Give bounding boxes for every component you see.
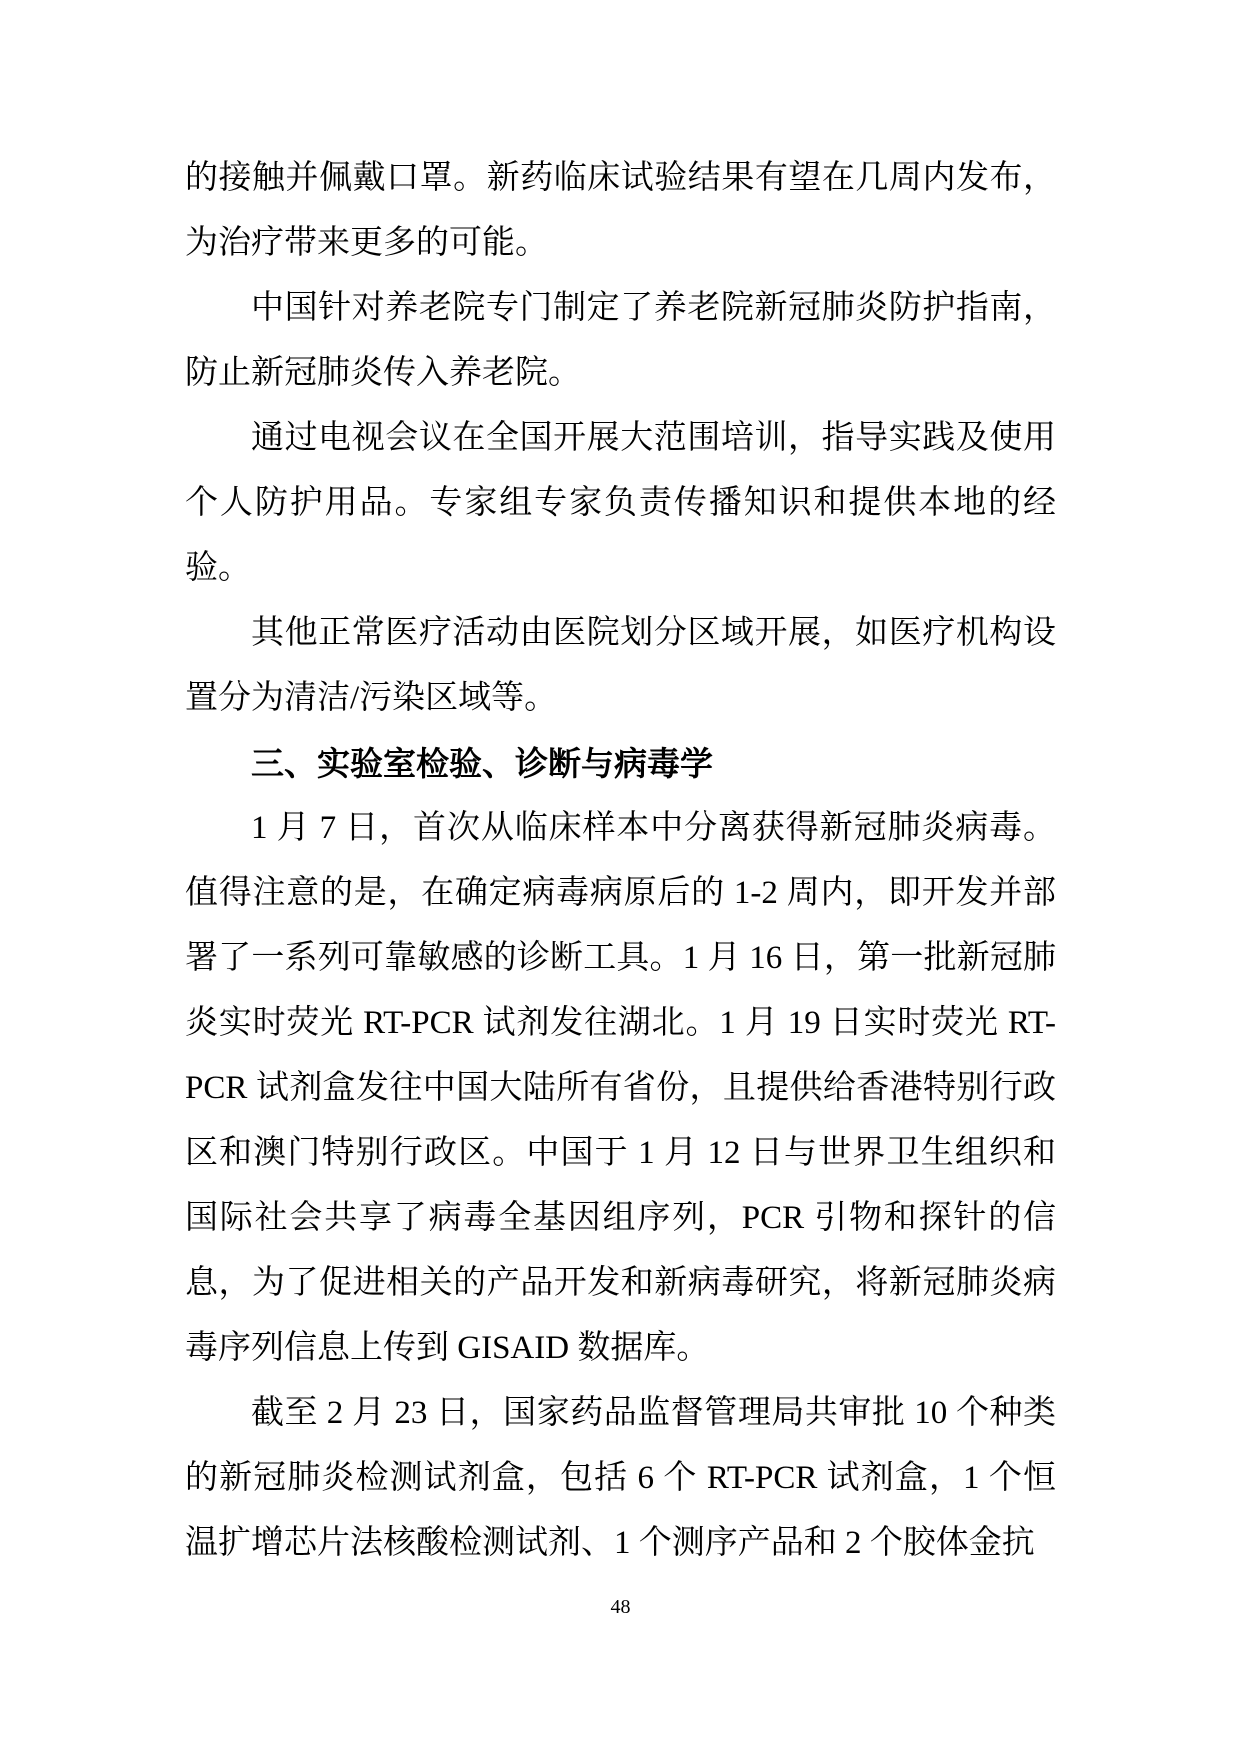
text-area — [185, 146, 1056, 1576]
body-paragraph: 通过电视会议在全国开展大范围培训，指导实践及使用个人防护用品。专家组专家负责传播知识和提供本地的经验。 — [185, 420, 1056, 586]
body-paragraph: 其他正常医疗活动由医院划分区域开展，如医疗机构设置分为清洁/污染区域等。 — [185, 615, 1056, 716]
section-heading: 三、实验室检验、诊断与病毒学 — [251, 745, 713, 782]
body-paragraph-continuation: 的接触并佩戴口罩。新药临床试验结果有望在几周内发布，为治疗带来更多的可能。 — [185, 160, 1056, 261]
page-number: 48 — [610, 1596, 631, 1618]
body-paragraph: 1 月 7 日，首次从临床样本中分离获得新冠肺炎病毒。值得注意的是，在确定病毒病原后的 1-2 周内，即开发并部署了一系列可靠敏感的诊断工具。1 月 16 日，第一批新冠肺炎实时荧光 RT-PCR 试剂发往湖北。1 月 19 日实时荧光 RT-PCR 试剂盒发往中国大陆所有省份，且提供给香港特别行政区和澳门特别行政区。中国于 1 月 12 日与世界卫生组织和国际社会共享了病毒全基因组序列，PCR 引物和探针的信息，为了促进相关的产品开发和新病毒研究，将新冠肺炎病毒序列信息上传到 GISAID 数据库。 — [185, 810, 1056, 1366]
body-paragraph: 中国针对养老院专门制定了养老院新冠肺炎防护指南，防止新冠肺炎传入养老院。 — [185, 290, 1056, 391]
body-paragraph: 截至 2 月 23 日，国家药品监督管理局共审批 10 个种类的新冠肺炎检测试剂盒，包括 6 个 RT-PCR 试剂盒，1 个恒温扩增芯片法核酸检测试剂、1 个测序产品和 2 个胶体金抗 — [185, 1395, 1056, 1561]
